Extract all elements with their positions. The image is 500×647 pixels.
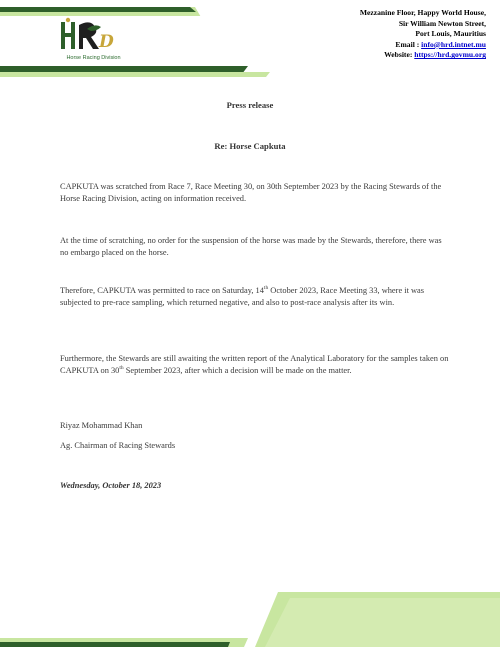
website-label: Website: xyxy=(384,50,415,60)
document-date: Wednesday, October 18, 2023 xyxy=(60,481,162,490)
address-line: Sir William Newton Street, xyxy=(398,18,486,28)
paragraph-3 xyxy=(60,285,450,308)
letterhead xyxy=(0,0,500,80)
document-subject: Re: Horse Capkuta xyxy=(214,141,286,151)
email-link[interactable]: info@hrd.intnet.mu xyxy=(421,39,486,49)
paragraph-3-text: October 2023, Race Meeting 33, where it was subjected to pre-race sampling, which returned negative, and also to post-race analysis after its win. xyxy=(60,286,425,307)
website-line xyxy=(360,50,486,61)
paragraph-2: At the time of scratching, no order for the suspension of the horse was made by the Stewards, therefore, there was no embargo placed on the horse. xyxy=(60,236,442,257)
address-line: Mezzanine Floor, Happy World House, xyxy=(359,8,486,17)
address-line: Port Louis, Mauritius xyxy=(415,29,486,39)
paragraph-1: CAPKUTA was scratched from Race 7, Race Meeting 30, on 30th September 2023 by the Racing Stewards of the Horse Racing Division, acting on information received. xyxy=(60,182,442,203)
horse-logo-icon xyxy=(57,17,130,55)
ordinal-suffix: th xyxy=(263,285,269,292)
email-line xyxy=(360,40,486,51)
document-heading: Press release xyxy=(226,100,274,110)
website-link[interactable]: https://hrd.govmu.org xyxy=(414,50,486,60)
svg-text:D: D xyxy=(99,32,114,52)
paragraph-4-text: Furthermore, the Stewards are still awaiting the written report of the Analytical Laboratory for the samples taken on CAPKUTA on 30 xyxy=(60,354,449,375)
hrd-logo xyxy=(57,17,130,65)
signatory-title: Ag. Chairman of Racing Stewards xyxy=(60,441,176,450)
email-label: Email : xyxy=(395,39,422,49)
footer-band-graphic xyxy=(0,578,500,647)
paragraph-4 xyxy=(60,353,450,376)
address-block xyxy=(360,8,486,61)
signatory-name: Riyaz Mohammad Khan xyxy=(60,421,143,430)
ordinal-suffix: th xyxy=(119,364,124,371)
paragraph-4-text: September 2023, after which a decision will be made on the matter. xyxy=(123,365,352,375)
logo-caption: Horse Racing Division xyxy=(66,55,121,61)
paragraph-3-text: Therefore, CAPKUTA was permitted to race on Saturday, 14 xyxy=(60,286,264,295)
